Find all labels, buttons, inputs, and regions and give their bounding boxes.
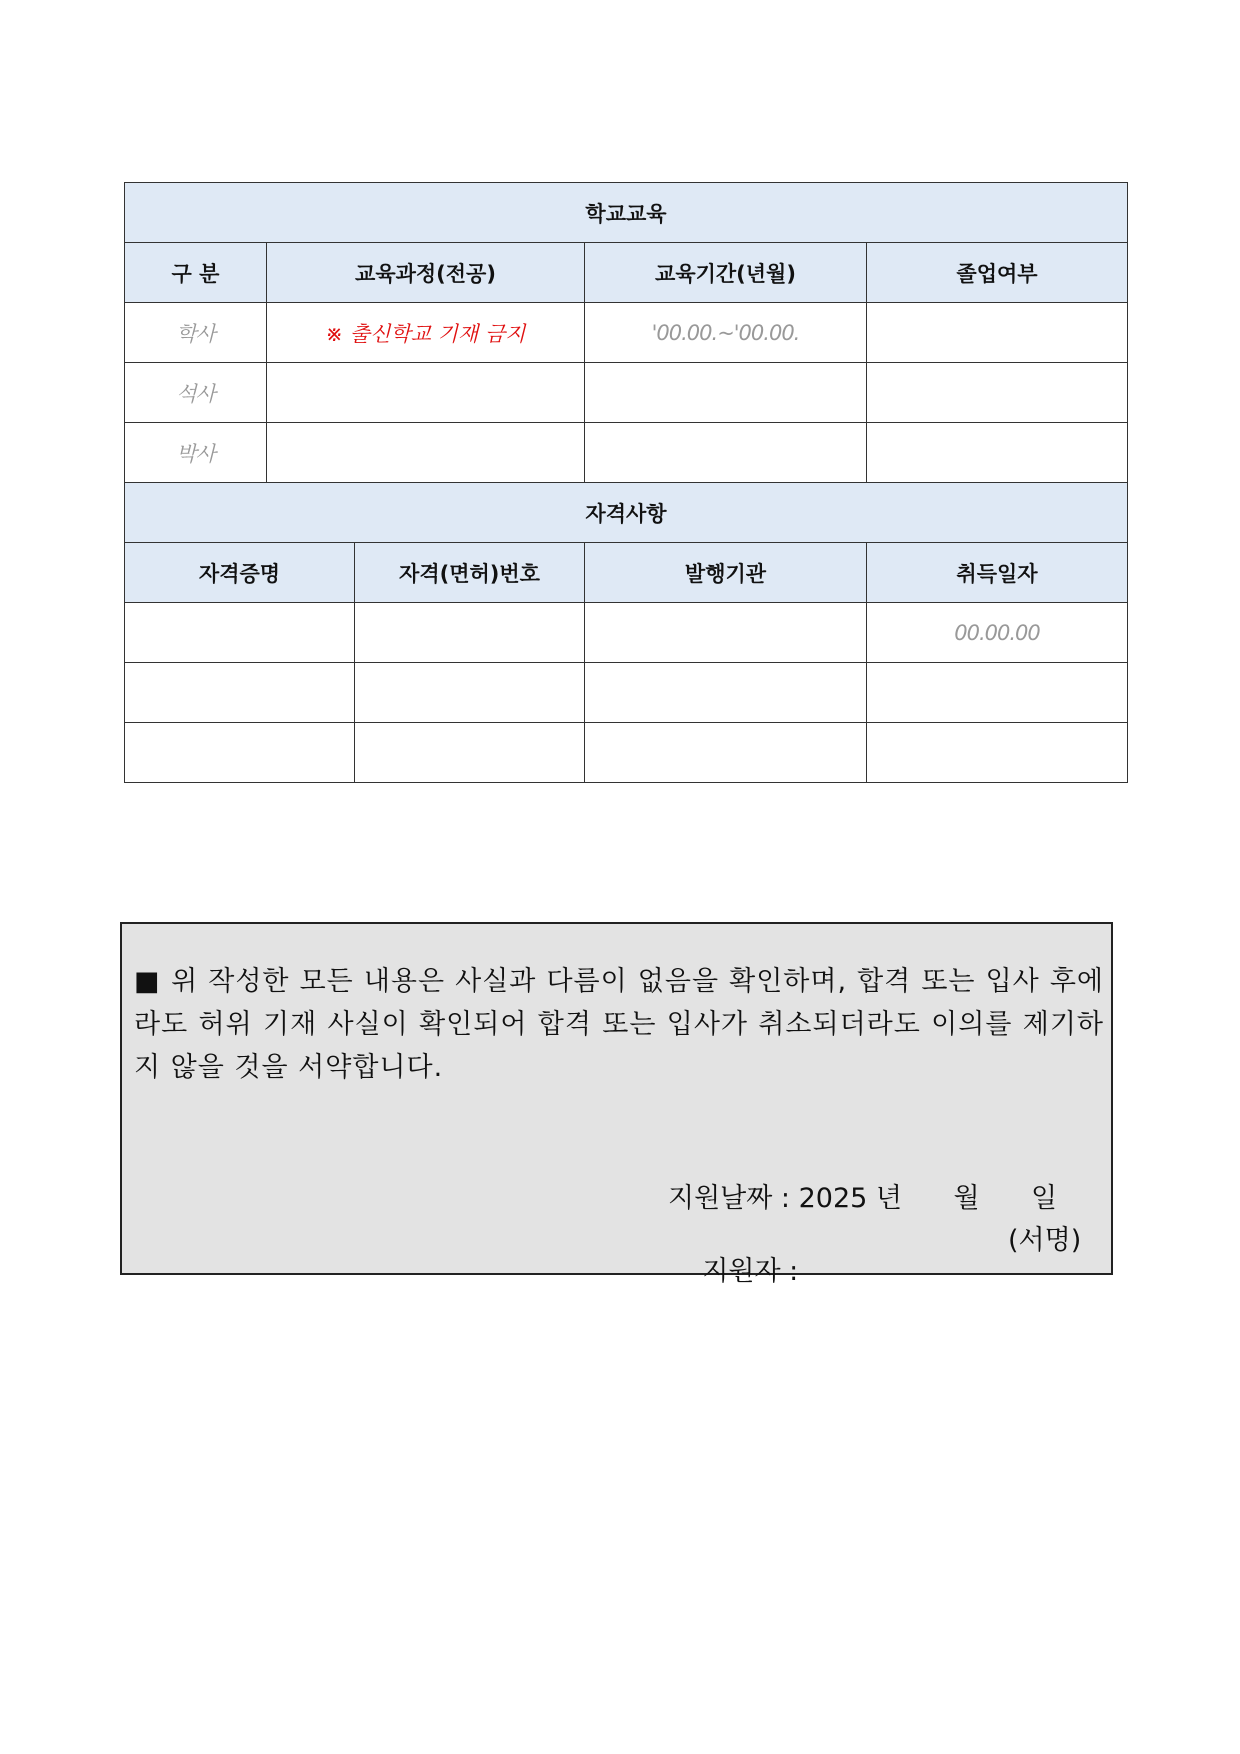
period-field[interactable] <box>585 363 867 423</box>
qualification-section-title: 자격사항 <box>125 483 1128 543</box>
table-row <box>125 663 1128 723</box>
cert-name-field[interactable] <box>125 603 355 663</box>
degree-cell: 학사 <box>125 303 267 363</box>
header-graduation: 졸업여부 <box>867 243 1128 303</box>
graduation-field[interactable] <box>867 303 1128 363</box>
pledge-text: ■ 위 작성한 모든 내용은 사실과 다름이 없음을 확인하며, 합격 또는 입사 후에라도 허위 기재 사실이 확인되어 합격 또는 입사가 취소되더라도 이의를 제기하지 않을 것을 서약합니다. <box>134 966 1104 1083</box>
table-row <box>125 363 1128 423</box>
degree-cell: 석사 <box>125 363 267 423</box>
acquired-date-field[interactable] <box>867 723 1128 783</box>
course-field[interactable]: ※ 출신학교 기재 금지 <box>267 303 585 363</box>
graduation-field[interactable] <box>867 423 1128 483</box>
applicant-label: 지원자 : <box>702 1256 799 1287</box>
graduation-field[interactable] <box>867 363 1128 423</box>
issuer-field[interactable] <box>585 723 867 783</box>
issuer-field[interactable] <box>585 663 867 723</box>
cert-number-field[interactable] <box>355 603 585 663</box>
applicant-signature-line[interactable] <box>668 1218 1082 1350</box>
header-period: 교육기간(년월) <box>585 243 867 303</box>
table-row <box>125 603 1128 663</box>
header-category: 구 분 <box>125 243 267 303</box>
header-acquired-date: 취득일자 <box>867 543 1128 603</box>
signature-label: (서명) <box>1008 1225 1082 1256</box>
course-field[interactable] <box>267 423 585 483</box>
period-field[interactable] <box>585 423 867 483</box>
cert-number-field[interactable] <box>355 723 585 783</box>
issuer-field[interactable] <box>585 603 867 663</box>
acquired-date-field[interactable] <box>867 663 1128 723</box>
header-cert-number: 자격(면허)번호 <box>355 543 585 603</box>
acquired-date-field[interactable]: 00.00.00 <box>867 603 1128 663</box>
table-row <box>125 423 1128 483</box>
application-date-line[interactable]: 지원날짜 : 2025 년 월 일 <box>668 1183 1058 1214</box>
pledge-box <box>120 922 1113 1287</box>
course-field[interactable] <box>267 363 585 423</box>
education-section-title: 학교교육 <box>125 183 1128 243</box>
header-cert-name: 자격증명 <box>125 543 355 603</box>
application-form-table <box>124 182 1128 783</box>
period-field[interactable]: '00.00.~'00.00. <box>585 303 867 363</box>
table-row <box>125 303 1128 363</box>
cert-number-field[interactable] <box>355 663 585 723</box>
table-row <box>125 723 1128 783</box>
header-course: 교육과정(전공) <box>267 243 585 303</box>
header-issuer: 발행기관 <box>585 543 867 603</box>
degree-cell: 박사 <box>125 423 267 483</box>
cert-name-field[interactable] <box>125 723 355 783</box>
cert-name-field[interactable] <box>125 663 355 723</box>
